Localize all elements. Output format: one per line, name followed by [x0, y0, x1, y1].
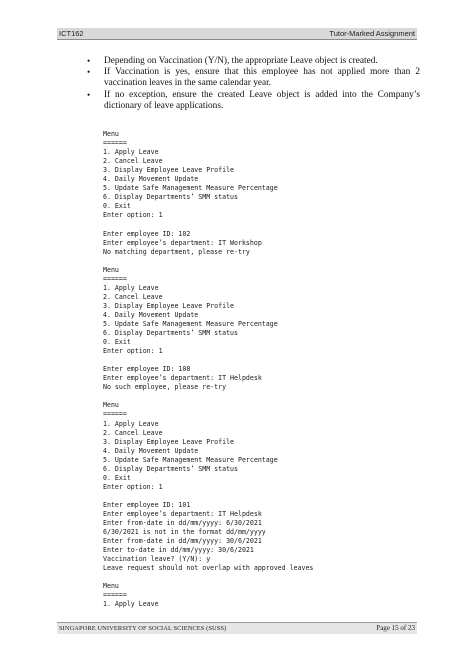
console-line: 3. Display Employee Leave Profile — [103, 166, 235, 175]
console-line — [103, 492, 313, 501]
university-name: SINGAPORE UNIVERSITY OF SOCIAL SCIENCES (SUSS) — [59, 625, 227, 632]
console-line: ====== — [103, 591, 127, 600]
console-line: 6/30/2021 is not in the format dd/mm/yyyy — [103, 528, 266, 537]
console-line: Enter employee ID: 101 — [103, 500, 191, 509]
console-line: 5. Update Safe Management Measure Percentage — [103, 455, 278, 464]
console-line: 0. Exit — [103, 473, 131, 482]
bullet-text: If Vaccination is yes, ensure that this employee has not applied more than 2 vaccination leaves in the same calendar year. — [104, 67, 420, 89]
console-line: 1. Apply Leave — [103, 600, 159, 609]
console-line: Menu — [103, 401, 119, 410]
console-line: 4. Daily Movement Update — [103, 310, 199, 319]
bullet-item — [85, 67, 420, 89]
console-line: 2. Cancel Leave — [103, 157, 163, 166]
page-number: Page 15 of 23 — [376, 624, 415, 632]
console-line: Enter employee ID: 102 — [103, 229, 191, 238]
console-output — [103, 130, 313, 609]
bullet-icon: • — [87, 56, 91, 66]
console-line: 3. Display Employee Leave Profile — [103, 437, 235, 446]
console-line: Enter employee’s department: IT Helpdesk — [103, 374, 262, 383]
console-line — [103, 220, 313, 229]
console-line: 5. Update Safe Management Measure Percentage — [103, 319, 278, 328]
console-line: 0. Exit — [103, 338, 131, 347]
page-footer — [57, 622, 417, 634]
console-line: Leave request should not overlap with approved leaves — [103, 564, 314, 573]
console-line: Menu — [103, 130, 119, 138]
console-line: Menu — [103, 265, 119, 274]
console-line: Vaccination leave? (Y/N): y — [103, 555, 211, 564]
console-line: Enter employee’s department: IT Helpdesk — [103, 509, 262, 518]
console-line: 1. Apply Leave — [103, 148, 159, 157]
console-line: No such employee, please re-try — [103, 383, 227, 392]
console-line: 2. Cancel Leave — [103, 428, 163, 437]
console-line: Enter to-date in dd/mm/yyyy: 30/6/2021 — [103, 546, 254, 555]
console-line: 1. Apply Leave — [103, 419, 159, 428]
bullet-text: Depending on Vaccination (Y/N), the appropriate Leave object is created. — [104, 56, 378, 66]
console-line: 6. Display Departments’ SMM status — [103, 329, 238, 338]
console-line: 1. Apply Leave — [103, 283, 159, 292]
console-line: Enter option: 1 — [103, 347, 163, 356]
console-line: 4. Daily Movement Update — [103, 446, 199, 455]
console-line: Enter employee ID: 108 — [103, 365, 191, 374]
console-line — [103, 573, 313, 582]
console-line — [103, 356, 313, 365]
console-line: Menu — [103, 582, 119, 591]
requirements-list — [85, 56, 420, 112]
bullet-icon: • — [87, 89, 91, 100]
bullet-item — [85, 56, 420, 67]
bullet-text: If no exception, ensure the created Leave object is added into the Company’s dictionary of leave applications. — [104, 89, 420, 111]
console-line: Enter option: 1 — [103, 211, 163, 220]
console-line: Enter from-date in dd/mm/yyyy: 6/30/2021 — [103, 519, 262, 528]
console-line: 6. Display Departments’ SMM status — [103, 464, 238, 473]
console-line: ====== — [103, 139, 127, 148]
console-line: Enter employee’s department: IT Workshop — [103, 238, 262, 247]
console-line — [103, 257, 313, 266]
console-line: 4. Daily Movement Update — [103, 175, 199, 184]
assignment-type: Tutor-Marked Assignment — [329, 29, 415, 38]
console-line: ====== — [103, 274, 127, 283]
bullet-item — [85, 90, 420, 112]
console-line: 2. Cancel Leave — [103, 292, 163, 301]
console-line: No matching department, please re-try — [103, 247, 250, 256]
console-line: 6. Display Departments’ SMM status — [103, 193, 238, 202]
console-line — [103, 392, 313, 401]
console-line: Enter option: 1 — [103, 482, 163, 491]
page-header — [57, 28, 417, 40]
console-line: 0. Exit — [103, 202, 131, 211]
console-line: Enter from-date in dd/mm/yyyy: 30/6/2021 — [103, 537, 262, 546]
console-line: ====== — [103, 410, 127, 419]
console-line: 3. Display Employee Leave Profile — [103, 301, 235, 310]
console-line: 5. Update Safe Management Measure Percentage — [103, 184, 278, 193]
bullet-icon: • — [87, 67, 91, 78]
course-code: ICT162 — [59, 29, 84, 38]
